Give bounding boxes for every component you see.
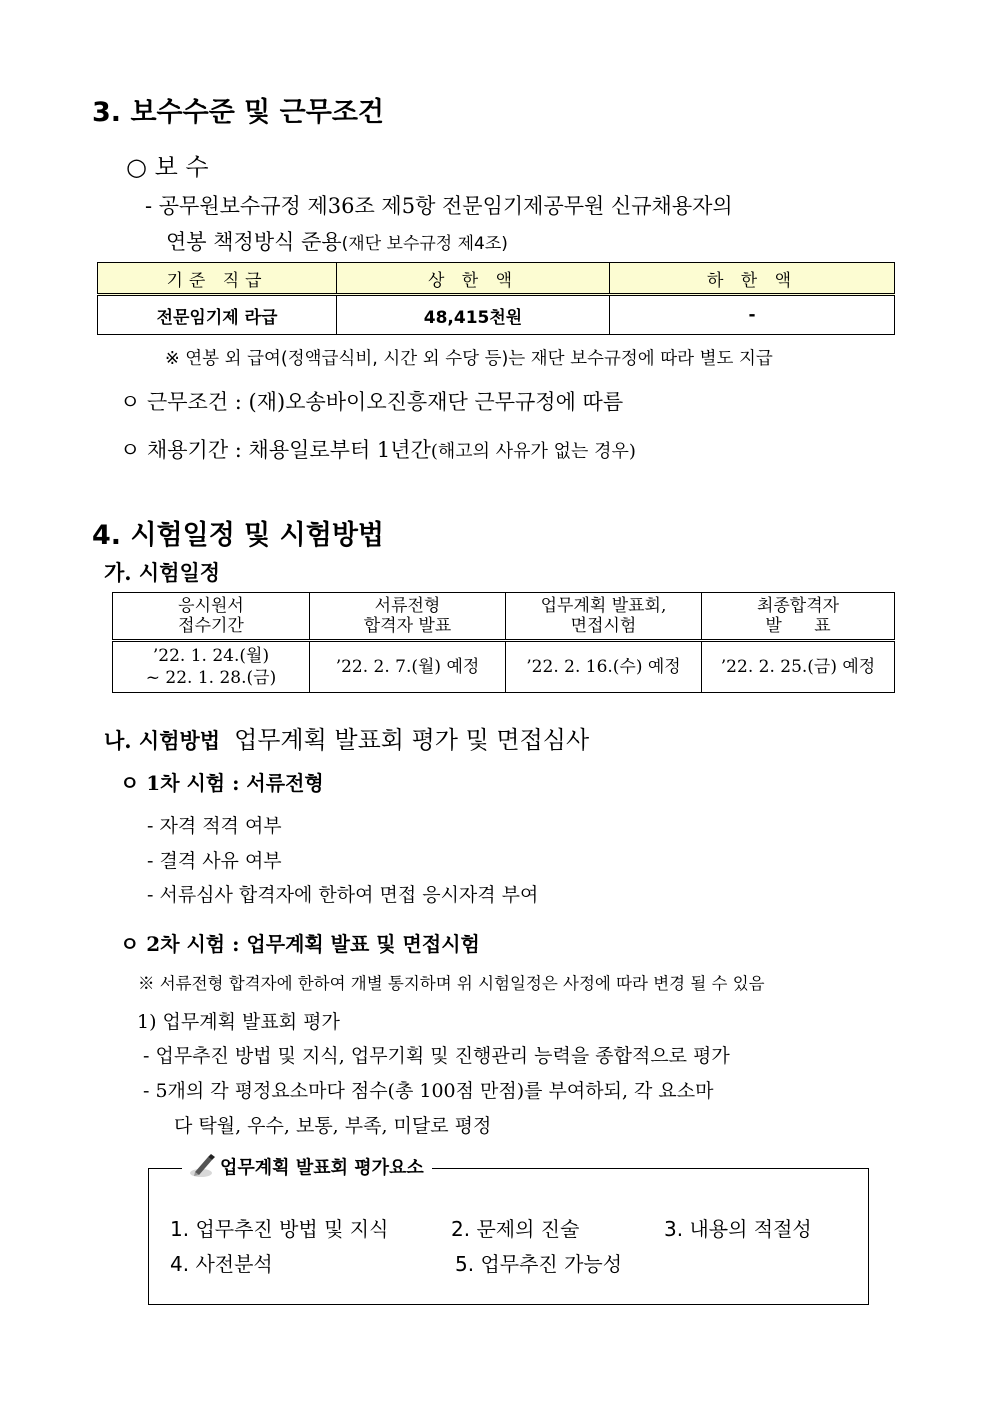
eval-elements-legend [182,1152,432,1185]
eval-item: - 업무추진 방법 및 지식, 업무기획 및 진행관리 능력을 종합적으로 평가 [143,1045,730,1067]
eval-item: 다 탁월, 우수, 보통, 부족, 미달로 평정 [174,1115,492,1137]
pen-icon [188,1152,218,1185]
pay-table-header: 하 한 액 [610,263,895,295]
schedule-table [112,592,895,693]
pay-grade-cell: 전문임기제 라급 [98,295,337,335]
table-row [98,295,895,335]
schedule-header-line: 면접시험 [570,616,637,636]
schedule-table-header-row [113,593,895,641]
first-exam-title: ㅇ 1차 시험 : 서류전형 [120,771,324,795]
schedule-date-line: ’22. 1. 24.(월) [152,646,270,666]
schedule-header-final-result [702,593,895,641]
employment-period [120,434,636,464]
schedule-header-document-result [310,593,506,641]
section-4-title: 4. 시험일정 및 시험방법 [92,520,384,551]
pay-table-header: 기준 직급 [98,263,337,295]
method-heading-text: 업무계획 발표회 평가 및 면접심사 [234,726,590,754]
schedule-application-period [113,641,310,693]
schedule-date-line: ~ 22. 1. 28.(금) [145,668,277,688]
eval-item: - 5개의 각 평정요소마다 점수(총 100점 만점)를 부여하되, 각 요소마 [143,1080,714,1102]
schedule-heading: 가. 시험일정 [104,560,221,585]
schedule-document-result-date: ’22. 2. 7.(월) 예정 [310,641,506,693]
eval-element-item: 2. 문제의 진술 [451,1217,580,1241]
schedule-header-line: 서류전형 [374,596,441,616]
eval-element-item: 4. 사전분석 [170,1252,273,1276]
schedule-header-line: 합격자 발표 [363,616,452,636]
schedule-header-line: 업무계획 발표회, [540,596,667,616]
schedule-final-result-date: ’22. 2. 25.(금) 예정 [702,641,895,693]
schedule-header-interview [506,593,702,641]
eval-element-item: 1. 업무추진 방법 및 지식 [170,1217,389,1241]
pay-table-header: 상 한 액 [337,263,610,295]
second-exam-note: ※ 서류전형 합격자에 한하여 개별 통지하며 위 시험일정은 사정에 따라 변경 될 수 있음 [138,974,765,993]
schedule-header-line: 접수기간 [178,616,244,636]
eval-title: 1) 업무계획 발표회 평가 [137,1011,340,1033]
work-conditions: ㅇ 근무조건 : (재)오송바이오진흥재단 근무규정에 따름 [120,390,624,414]
schedule-interview-date: ’22. 2. 16.(수) 예정 [506,641,702,693]
schedule-header-line: 발 표 [765,616,831,636]
employment-period-note: (해고의 사유가 없는 경우) [430,441,636,462]
list-item: - 결격 사유 여부 [147,850,282,872]
eval-element-item: 3. 내용의 적절성 [664,1217,812,1241]
eval-element-item: 5. 업무추진 가능성 [455,1252,623,1276]
schedule-header-line: 응시원서 [178,596,244,616]
pay-description-line2 [166,226,508,256]
pay-table [97,262,895,335]
pay-description-note: (재단 보수규정 제4조) [341,234,508,254]
method-heading [104,720,589,755]
pay-description-main: 연봉 책정방식 준용 [166,230,342,254]
eval-legend-text: 업무계획 발표회 평가요소 [220,1157,424,1179]
schedule-header-application [113,593,310,641]
list-item: - 자격 적격 여부 [147,815,282,837]
pay-lower-limit-cell: - [610,295,895,335]
pay-upper-limit-cell: 48,415천원 [337,295,610,335]
method-heading-label: 나. 시험방법 [104,728,221,753]
table-row [113,641,895,693]
pay-note: ※ 연봉 외 급여(정액급식비, 시간 외 수당 등)는 재단 보수규정에 따라 별도 지급 [165,349,773,369]
employment-period-main: ㅇ 채용기간 : 채용일로부터 1년간 [120,438,431,462]
pay-description-line1: - 공무원보수규정 제36조 제5항 전문임기제공무원 신규채용자의 [145,194,733,218]
second-exam-title: ㅇ 2차 시험 : 업무계획 발표 및 면접시험 [120,932,480,956]
section-3-title: 3. 보수수준 및 근무조건 [92,97,384,128]
list-item: - 서류심사 합격자에 한하여 면접 응시자격 부여 [147,884,539,906]
pay-table-header-row [98,263,895,295]
schedule-header-line: 최종합격자 [756,596,840,616]
pay-heading: ○ 보 수 [126,153,209,181]
